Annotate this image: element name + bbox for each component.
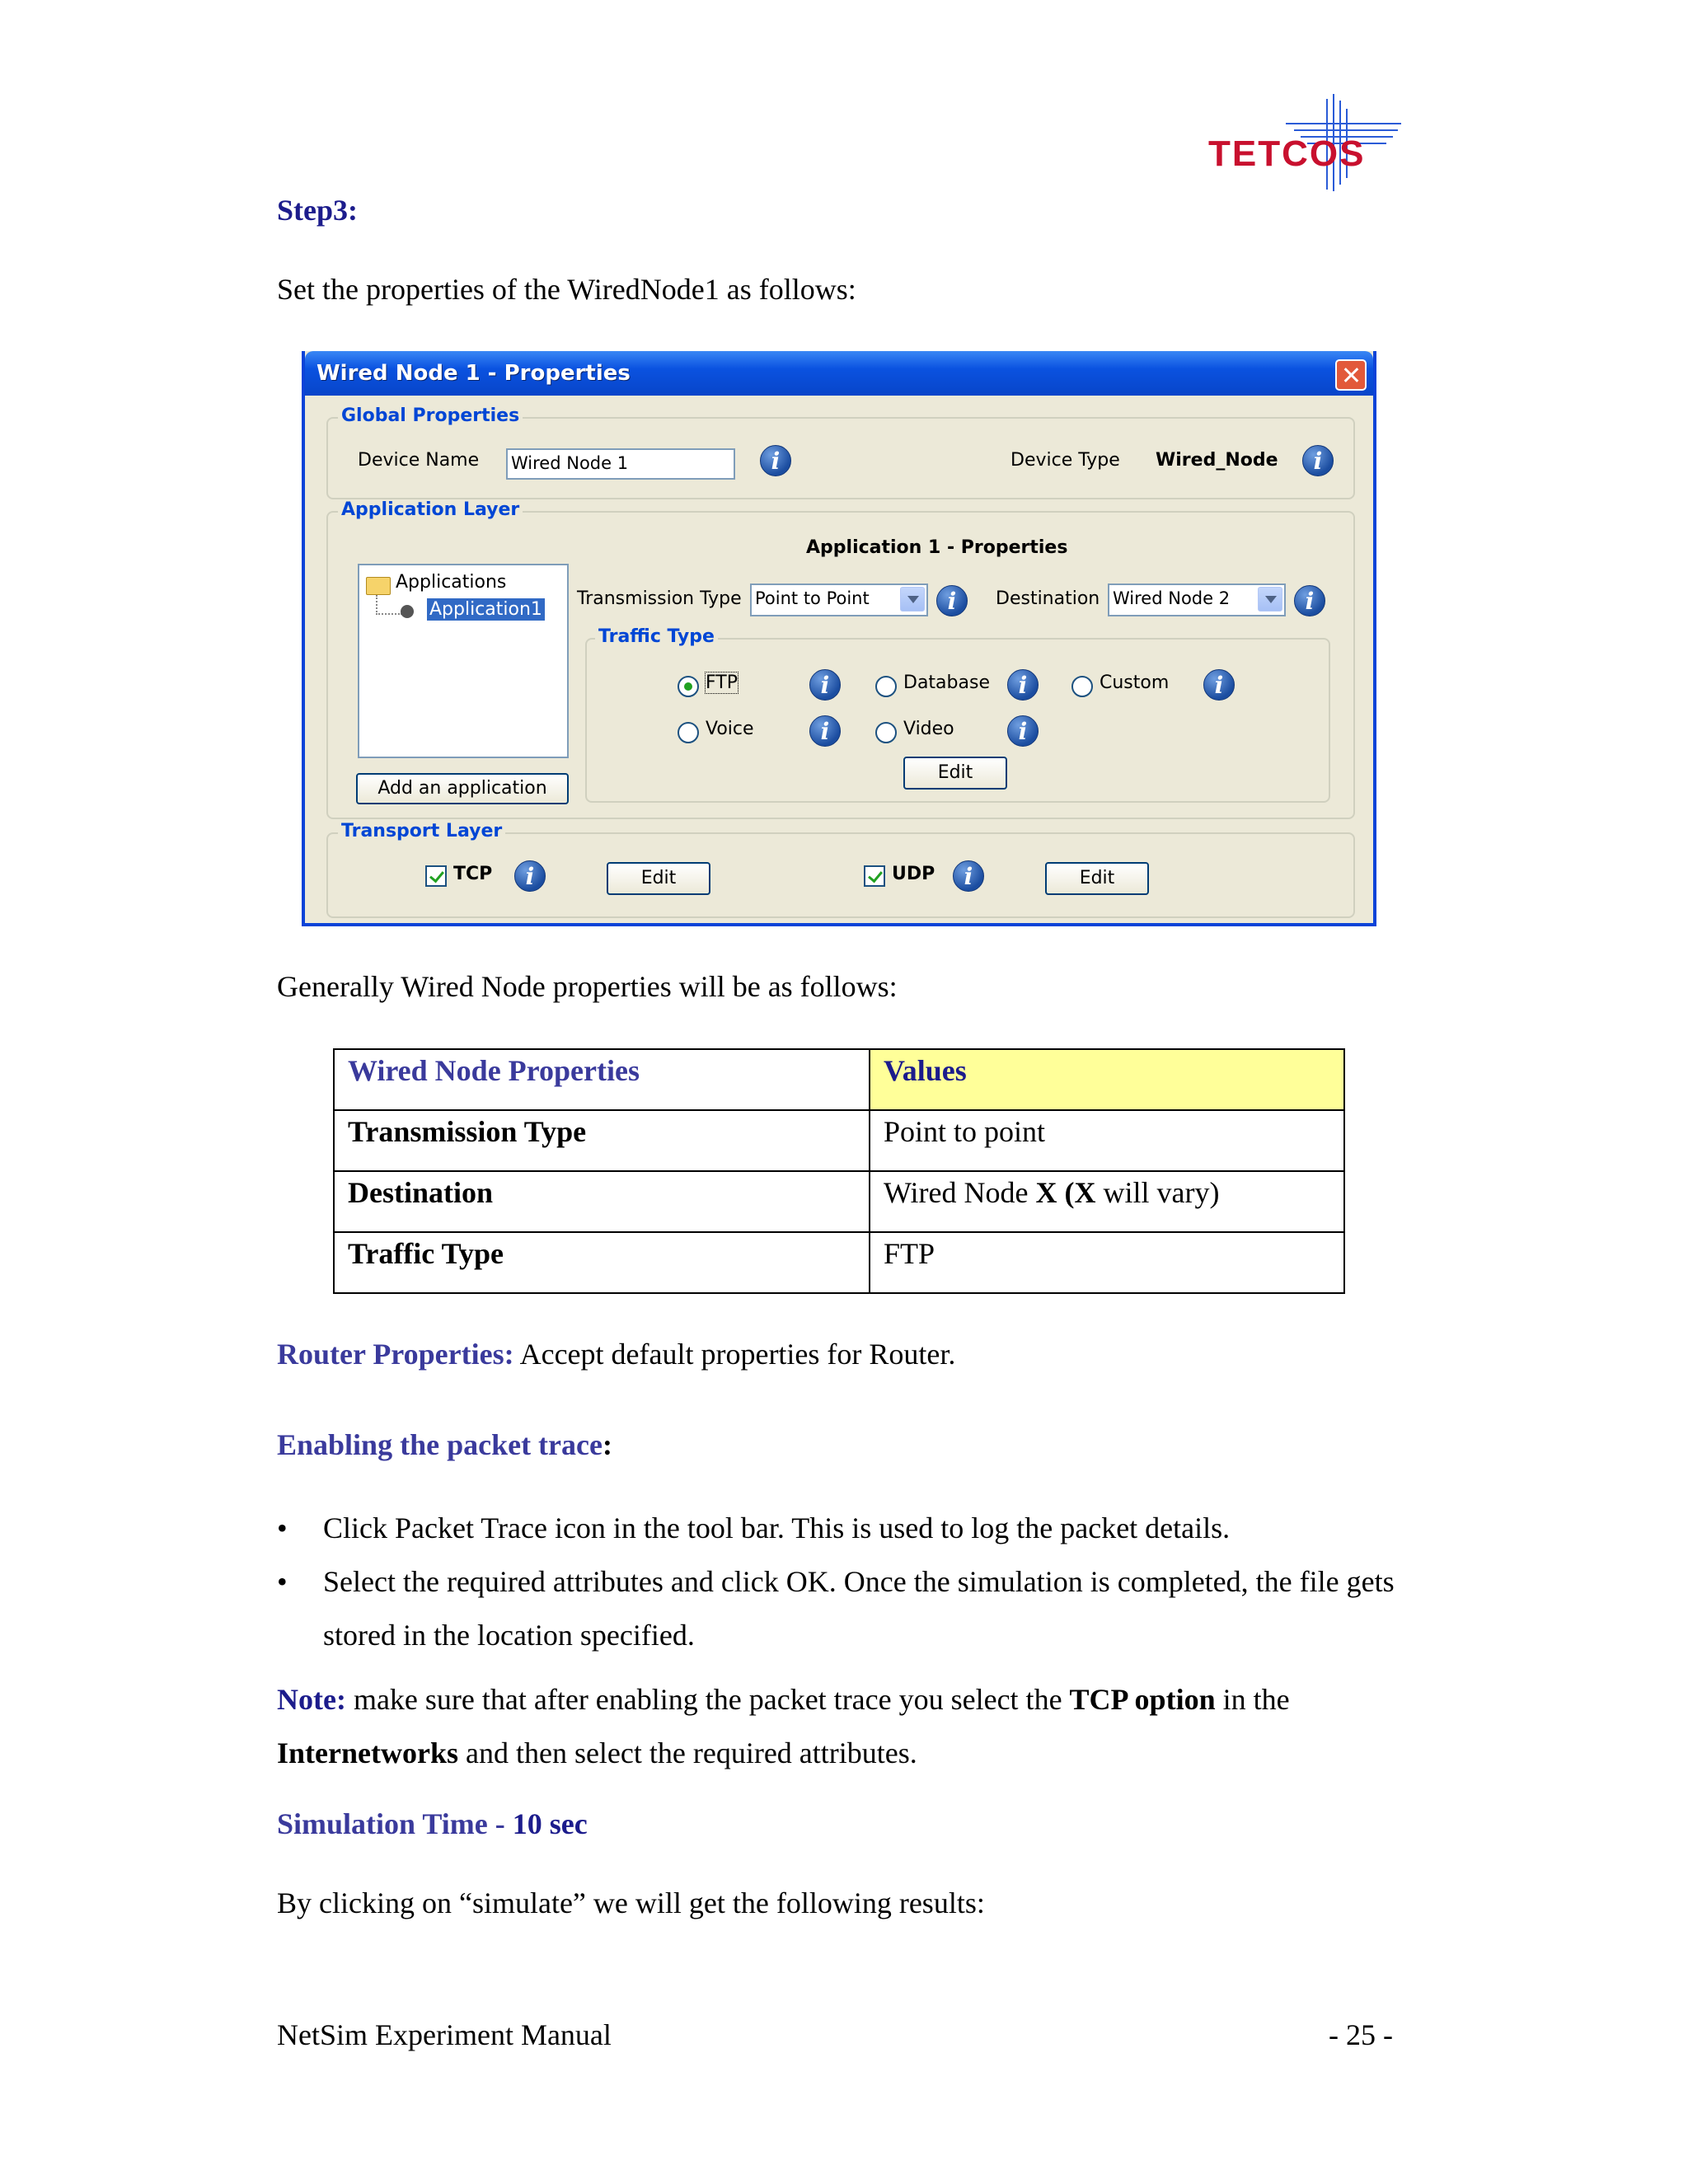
table-cell-value — [870, 1171, 1344, 1232]
simulation-time-value: 10 sec — [512, 1807, 588, 1840]
add-application-button[interactable]: Add an application — [356, 773, 569, 804]
info-icon[interactable] — [1302, 445, 1334, 476]
simulation-time-label: Simulation Time - — [277, 1807, 513, 1840]
properties-table — [333, 1048, 1345, 1294]
info-icon[interactable] — [1007, 669, 1039, 701]
bullet-icon: • — [277, 1565, 288, 1598]
radio-database-label[interactable]: Database — [903, 673, 990, 693]
tree-root[interactable]: Applications — [396, 572, 507, 593]
table-row — [334, 1232, 1344, 1293]
table-cell-value: FTP — [870, 1232, 1344, 1293]
radio-voice[interactable] — [678, 722, 699, 743]
router-paragraph — [277, 1337, 955, 1372]
list-item-text: Click Packet Trace icon in the tool bar. This is used to log the packet details. — [323, 1511, 1231, 1544]
packet-trace-colon: : — [602, 1428, 612, 1461]
destination-value: Wired Node 2 — [1113, 588, 1231, 608]
info-icon[interactable] — [809, 715, 841, 747]
note-text-1: make sure that after enabling the packet trace you select the — [345, 1683, 1070, 1716]
results-text: By clicking on “simulate” we will get the following results: — [277, 1886, 985, 1919]
radio-video-label[interactable]: Video — [903, 719, 954, 739]
radio-ftp[interactable] — [678, 676, 699, 697]
table-cell-property: Transmission Type — [334, 1110, 870, 1171]
close-button[interactable] — [1335, 359, 1367, 391]
destination-value-prefix: Wired Node — [884, 1176, 1036, 1209]
tree-item-application1[interactable]: Application1 — [427, 598, 545, 621]
radio-database[interactable] — [875, 676, 897, 697]
logo-text: TETCOS — [1208, 134, 1366, 174]
device-name-input[interactable]: Wired Node 1 — [506, 448, 735, 480]
general-text: Generally Wired Node properties will be as follows: — [277, 970, 898, 1003]
application-props-title: Application 1 - Properties — [806, 537, 1068, 558]
info-icon[interactable] — [514, 860, 546, 892]
simulation-time — [277, 1807, 588, 1842]
dialog-title: Wired Node 1 - Properties — [316, 361, 631, 386]
radio-video[interactable] — [875, 722, 897, 743]
tcp-label: TCP — [453, 864, 493, 884]
transmission-type-select[interactable] — [750, 583, 928, 616]
info-icon[interactable] — [1294, 585, 1325, 616]
tcp-checkbox[interactable] — [425, 865, 447, 887]
table-header-row — [334, 1049, 1344, 1110]
footer-left: NetSim Experiment Manual — [277, 2018, 612, 2051]
device-type-value: Wired_Node — [1156, 450, 1278, 471]
note-text-2: in the — [1215, 1683, 1290, 1716]
chevron-down-icon[interactable] — [900, 587, 925, 612]
note-bold-tcp: TCP option — [1069, 1683, 1216, 1716]
traffic-edit-button[interactable]: Edit — [903, 757, 1007, 790]
destination-label: Destination — [996, 588, 1100, 609]
transport-layer-title: Transport Layer — [338, 821, 505, 841]
list-item — [277, 1502, 1414, 1555]
gear-icon — [401, 605, 414, 618]
packet-trace-list — [277, 1502, 1414, 1662]
chevron-down-icon[interactable] — [1258, 587, 1282, 612]
radio-voice-label[interactable]: Voice — [706, 719, 754, 739]
table-row — [334, 1171, 1344, 1232]
table-header-property: Wired Node Properties — [334, 1049, 870, 1110]
destination-value-x-paren: (X — [1064, 1176, 1096, 1209]
transmission-type-value: Point to Point — [755, 588, 870, 608]
note-text-3: and then select the required attributes. — [457, 1736, 917, 1769]
router-text: Accept default properties for Router. — [513, 1338, 956, 1371]
info-icon[interactable] — [809, 669, 841, 701]
udp-label: UDP — [892, 864, 935, 884]
radio-ftp-label[interactable]: FTP — [706, 673, 738, 693]
radio-custom-label[interactable]: Custom — [1100, 673, 1170, 693]
info-icon[interactable] — [760, 445, 791, 476]
transmission-type-label: Transmission Type — [577, 588, 742, 609]
note-bold-internetworks: Internetworks — [277, 1736, 458, 1769]
info-icon[interactable] — [1007, 715, 1039, 747]
info-icon[interactable] — [936, 585, 968, 616]
destination-value-suffix: will vary) — [1095, 1176, 1220, 1209]
bullet-icon: • — [277, 1511, 288, 1544]
destination-select[interactable] — [1108, 583, 1286, 616]
packet-trace-heading — [277, 1427, 612, 1463]
table-cell-property: Traffic Type — [334, 1232, 870, 1293]
application-tree[interactable] — [358, 564, 569, 758]
udp-edit-button[interactable]: Edit — [1045, 862, 1149, 895]
packet-trace-title: Enabling the packet trace — [277, 1428, 603, 1461]
device-type-label: Device Type — [1010, 450, 1120, 471]
table-row — [334, 1110, 1344, 1171]
application-layer-title: Application Layer — [338, 499, 523, 520]
page-number: - 25 - — [1329, 2018, 1393, 2051]
tetcos-logo — [1203, 92, 1409, 191]
note-paragraph — [277, 1673, 1414, 1780]
note-label: Note: — [277, 1683, 346, 1716]
router-label: Router Properties: — [277, 1338, 514, 1371]
info-icon[interactable] — [1203, 669, 1235, 701]
device-name-label: Device Name — [358, 450, 480, 471]
traffic-type-title: Traffic Type — [595, 626, 718, 647]
radio-custom[interactable] — [1071, 676, 1093, 697]
info-icon[interactable] — [953, 860, 984, 892]
table-cell-value: Point to point — [870, 1110, 1344, 1171]
tree-connector — [376, 595, 402, 615]
list-item — [277, 1555, 1414, 1662]
tcp-edit-button[interactable]: Edit — [607, 862, 710, 895]
folder-icon — [366, 577, 391, 595]
table-cell-property: Destination — [334, 1171, 870, 1232]
destination-value-x: X — [1035, 1176, 1057, 1209]
dialog-titlebar[interactable] — [305, 351, 1373, 396]
properties-dialog — [302, 351, 1376, 926]
global-properties-title: Global Properties — [338, 405, 523, 426]
intro-text: Set the properties of the WiredNode1 as follows: — [277, 273, 856, 306]
table-header-values: Values — [870, 1049, 1344, 1110]
list-item-text: Select the required attributes and click OK. Once the simulation is completed, the file gets stored in the location specified. — [323, 1565, 1395, 1652]
udp-checkbox[interactable] — [864, 865, 885, 887]
step-heading: Step3: — [277, 194, 358, 227]
